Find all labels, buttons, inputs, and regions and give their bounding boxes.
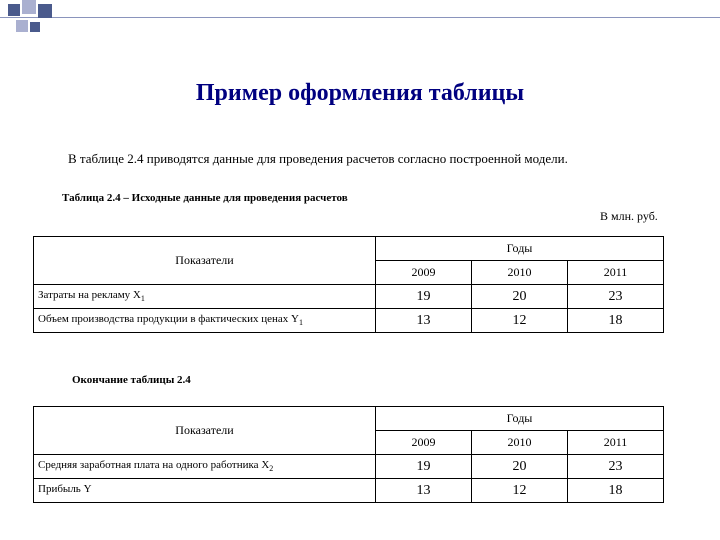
table-row [34,285,664,309]
value-cell: 12 [472,309,568,333]
table-row [34,479,664,503]
value-cell: 12 [472,479,568,503]
row-label: Прибыль Y [34,479,376,503]
decorative-line [0,17,720,18]
data-table-1 [33,236,664,333]
value-cell: 13 [376,479,472,503]
row-label: Затраты на рекламу $X_1$ [34,285,376,309]
value-cell: 18 [568,479,664,503]
decorative-square [22,0,36,14]
units-label: В млн. руб. [600,209,658,223]
year-cell: 2010 [472,431,568,455]
intro-text: В таблице 2.4 приводятся данные для проведения расчетов согласно построенной модели. [68,151,568,166]
table-continuation-caption: Окончание таблицы 2.4 [72,374,191,386]
year-cell: 2009 [376,261,472,285]
year-cell: 2011 [568,431,664,455]
value-cell: 19 [376,285,472,309]
data-table-2 [33,406,664,503]
value-cell: 18 [568,309,664,333]
years-header: Годы [376,237,664,261]
year-cell: 2011 [568,261,664,285]
slide-title: Пример оформления таблицы [195,80,525,106]
table-row [34,455,664,479]
value-cell: 23 [568,285,664,309]
value-cell: 23 [568,455,664,479]
value-cell: 13 [376,309,472,333]
year-cell: 2009 [376,431,472,455]
table-caption: Таблица 2.4 – Исходные данные для проведения расчетов [62,192,348,204]
decorative-header [0,0,720,40]
value-cell: 20 [472,285,568,309]
value-cell: 19 [376,455,472,479]
year-cell: 2010 [472,261,568,285]
table-row [34,309,664,333]
decorative-square [30,22,40,32]
decorative-square [8,4,20,16]
row-label: Средняя заработная плата на одного работника $X_2$ [34,455,376,479]
decorative-square [16,20,28,32]
indicator-header: Показатели [34,237,376,285]
years-header: Годы [376,407,664,431]
decorative-square [38,4,52,18]
indicator-header: Показатели [34,407,376,455]
row-label: Объем производства продукции в фактических ценах $Y_1$ [34,309,376,333]
value-cell: 20 [472,455,568,479]
